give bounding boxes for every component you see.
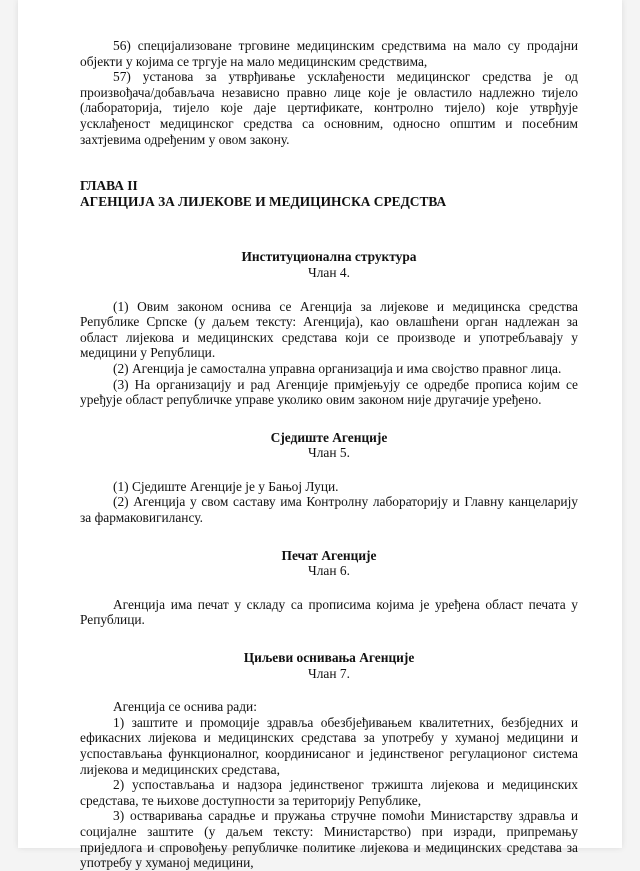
document-page — [18, 0, 622, 871]
article-6-paragraph-1: Агенција има печат у складу са прописима којима је уређена област печата у Републици. — [80, 596, 578, 628]
chapter-label: ГЛАВА II — [80, 178, 138, 194]
article-4-number: Члан 4. — [308, 264, 350, 280]
article-6-title: Печат Агенције — [281, 547, 377, 563]
article-4-paragraph-1: (1) Овим законом оснива се Агенција за лијекове и медицинска средства Републике Српске (у даљем тексту: Агенција), као овлашћени орган надлежан за област лијекова и медицинских средстава који се производе и употребљавају у медицини у Републици. — [80, 298, 578, 361]
document-body — [80, 38, 578, 871]
definition-item-57: 57) установа за утврђивање усклађености медицинског средства је од произвођача/добављача независно правно лице које је овластило надлежно тијело (лабораторија, тијело које даје цертификате, контролно тијело) које утврђује усклађеност медицинског средства са основним, односно општим и посебним захтјевима одређеним у овом закону. — [80, 69, 578, 147]
article-7-title: Циљеви оснивања Агенције — [243, 650, 415, 666]
article-7-item-3: 3) остваривања сарадње и пружања стручне помоћи Министарству здравља и социјалне заштите (у даљем тексту: Министарство) при изради, припремању приједлога и спровођењу републичке политике лијекова и медицинских средстава за употребу у хуманој медицини, — [80, 808, 578, 871]
article-7-item-1: 1) заштите и промоције здравља обезбјеђивањем квалитетних, безбједних и ефикасних лијекова и медицинских средстава за употребу у хуманој медицини и успостављања функционалног, координисаног и јединственог регулационог система лијекова и медицинских средстава, — [80, 714, 578, 777]
article-6-number: Члан 6. — [308, 563, 350, 579]
article-7-item-2: 2) успостављања и надзора јединственог тржишта лијекова и медицинских средстава, те њихове доступности за територију Републике, — [80, 777, 578, 808]
article-7-intro: Агенција се оснива ради: — [113, 699, 257, 715]
article-5-paragraph-1: (1) Сједиште Агенције је у Бањој Луци. — [113, 478, 339, 494]
article-5-number: Члан 5. — [308, 445, 350, 461]
article-5-paragraph-2: (2) Агенција у свом саставу има Контролну лабораторију и Главну канцеларију за фармаковигилансу. — [80, 494, 578, 526]
article-4-paragraph-3: (3) На организацију и рад Агенције примјењују се одредбе прописа којим се уређује област републичке управе уколико овим законом није другачије уређено. — [80, 376, 578, 408]
chapter-title: АГЕНЦИЈА ЗА ЛИЈЕКОВЕ И МЕДИЦИНСКА СРЕДСТВА — [80, 193, 447, 209]
article-7-number: Члан 7. — [308, 665, 350, 681]
article-5-title: Сједиште Агенције — [270, 429, 388, 445]
article-4-title: Институционална структура — [241, 249, 417, 265]
definition-item-56: 56) специјализоване трговине медицинским средствима на мало су продајни објекти у којима се тргује на мало медицинским средствима, — [80, 38, 578, 69]
article-4-paragraph-2: (2) Агенција је самостална управна организација и има својство правног лица. — [113, 360, 562, 376]
